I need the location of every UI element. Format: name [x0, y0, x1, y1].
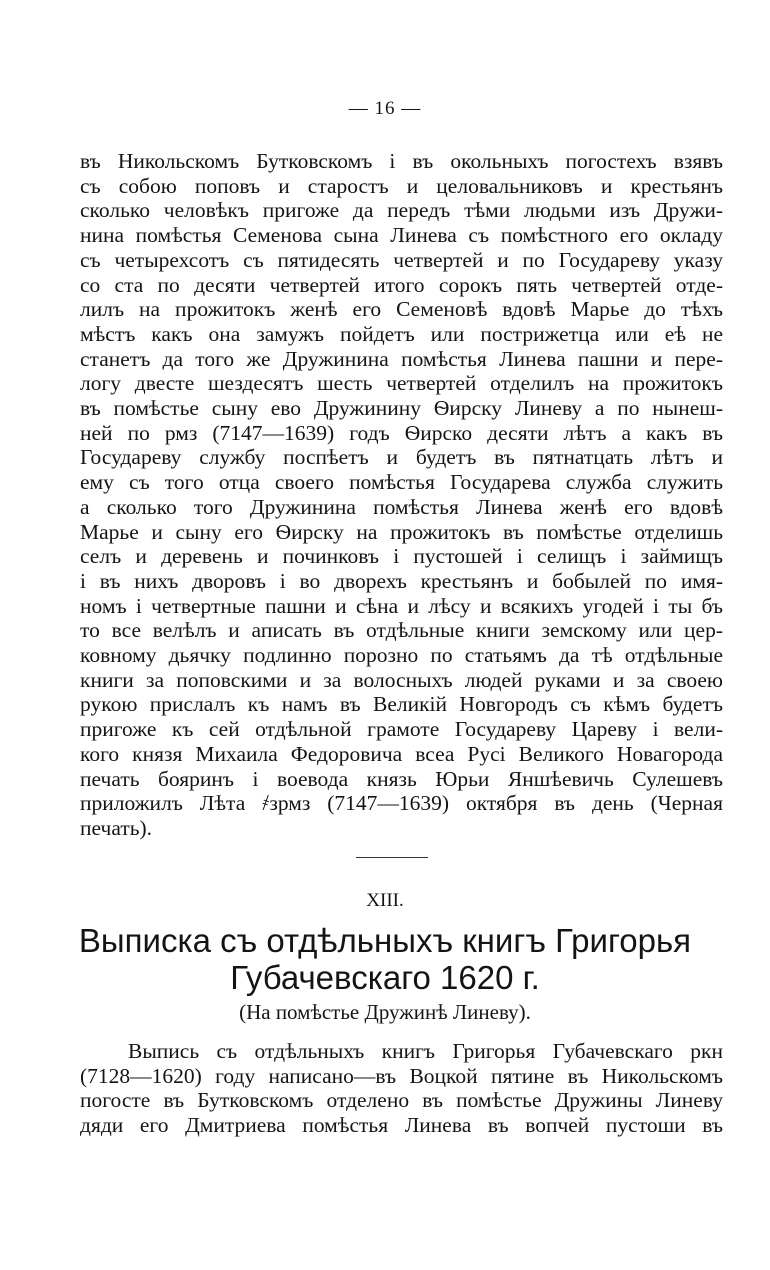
text-line: станетъ да того же Дружинина помѣстья Линева пашни и пере-: [80, 346, 723, 371]
text-line: логу двесте шездесятъ шесть четвертей отделилъ на прожитокъ: [80, 371, 723, 396]
text-line: ковному дьячку подлинно порозно по статьямъ да тѣ отдѣльные: [80, 643, 723, 667]
text-line: номъ і четвертные пашни и сѣна и лѣсу и всякихъ угодей і ты бъ: [80, 593, 723, 618]
section-divider: [356, 857, 428, 858]
section-subheading: (На помѣстье Дружинѣ Линеву).: [239, 1000, 531, 1024]
text-line: въ Никольскомъ Бутковскомъ і въ окольныхъ погостехъ взявъ: [80, 149, 723, 173]
section-heading-line-1: Выписка съ отдѣльныхъ книгъ Григорья: [78, 922, 692, 959]
text-line: Марье и сыну его Ѳирску на прожитокъ въ помѣстье отделишь: [80, 519, 723, 544]
text-line: рукою прислалъ къ намъ въ Великій Новгородъ съ кѣмъ будетъ: [80, 692, 723, 717]
text-line: а сколько того Дружинина помѣстья Линева женѣ его вдовѣ: [80, 494, 723, 519]
text-line: книги за поповскими и за волосныхъ людей руками и за своею: [80, 667, 723, 692]
text-line: пригоже къ сей отдѣльной грамоте Государеву Цареву і вели-: [80, 717, 723, 742]
text-line: мѣстъ какъ она замужъ пойдетъ или пострижетца или еѣ не: [80, 321, 723, 346]
text-line: печать).: [80, 815, 153, 840]
text-line: съ собою поповъ и старостъ и целовальниковъ и крестьянъ: [80, 173, 723, 198]
text-line: погосте въ Бутковскомъ отделено въ помѣстье Дружины Линеву: [80, 1088, 723, 1113]
text-line: ему съ того отца своего помѣстья Государева служба служить: [80, 470, 723, 495]
text-line: сколько человѣкъ пригоже да передъ тѣми людьми изъ Дружи-: [80, 198, 723, 223]
text-line: і въ нихъ дворовъ і во дворехъ крестьянъ и бобылей по имя-: [80, 568, 723, 593]
text-line: въ помѣстье сыну ево Дружинину Ѳирску Линеву а по нынеш-: [80, 396, 723, 420]
text-line: лилъ на прожитокъ женѣ его Семеновѣ вдовѣ Марье до тѣхъ: [80, 297, 723, 322]
text-line: дяди его Дмитриева помѣстья Линева въ вопчей пустоши въ: [80, 1113, 723, 1138]
text-line: Государеву службу поспѣетъ и будетъ въ пятнатцать лѣтъ и: [80, 445, 723, 470]
text-line: кого князя Михаила Федоровича всеа Русі Великого Новагорода: [80, 741, 723, 766]
text-line: то все велѣлъ и аписать въ отдѣльные книги земскому или цер-: [80, 618, 723, 643]
text-line: (7128—1620) году написано—въ Воцкой пятине въ Никольскомъ: [80, 1063, 723, 1088]
text-line: съ четырехсотъ съ пятидесять четвертей и по Государеву указу: [80, 247, 723, 272]
text-line: нина помѣстья Семенова сына Линева съ помѣстного его окладу: [80, 223, 723, 248]
section-number: XIII.: [366, 890, 404, 911]
text-line: Выпись съ отдѣльныхъ книгъ Григорья Губачевскаго ркн: [128, 1039, 723, 1063]
section-heading-line-2: Губачевскаго 1620 г.: [230, 959, 540, 996]
text-line: приложилъ Лѣта ҂зрмз (7147—1639) октября въ день (Черная: [80, 791, 723, 816]
text-line: ней по рмз (7147—1639) годъ Ѳирско десяти лѣтъ а какъ въ: [80, 420, 723, 445]
text-line: печать бояринъ і воевода князь Юрьи Яншѣевичь Сулешевъ: [80, 766, 723, 791]
page-number: — 16 —: [348, 98, 422, 119]
text-line: со ста по десяти четвертей итого сорокъ пять четвертей отде-: [80, 272, 723, 297]
text-line: селъ и деревень и починковъ і пустошей і селищъ і займищъ: [80, 544, 723, 569]
